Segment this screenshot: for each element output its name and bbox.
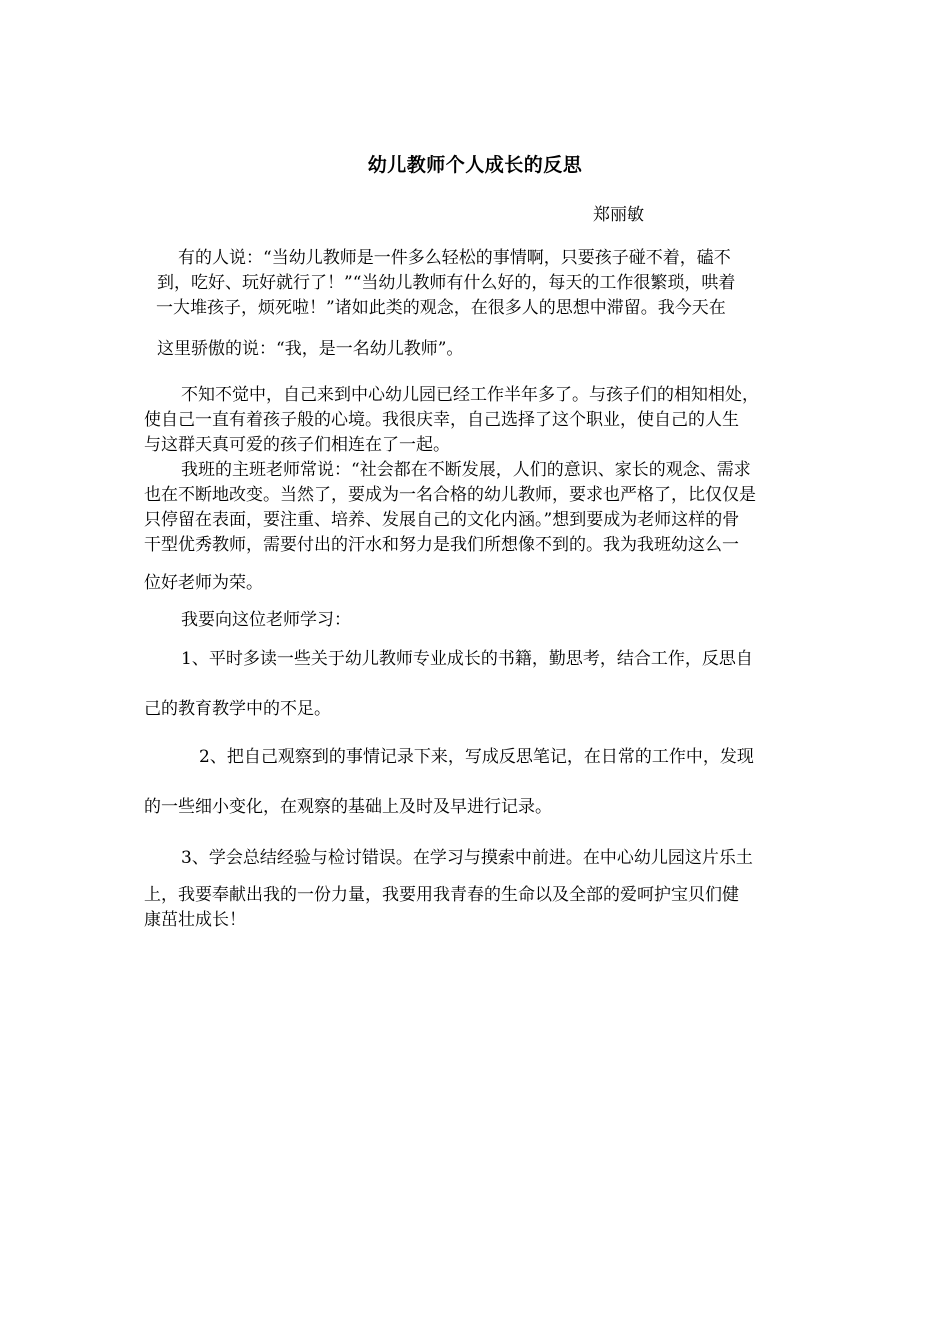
paragraph-line: 也在不断地改变。当然了，要成为一名合格的幼儿教师，要求也严格了，比仅仅是: [144, 485, 756, 505]
paragraph-line: 到，吃好、玩好就行了！”“当幼儿教师有什么好的，每天的工作很繁琐，哄着: [157, 273, 736, 293]
paragraph-line: 与这群天真可爱的孩子们相连在了一起。: [144, 435, 450, 455]
author-name: 郑丽敏: [593, 205, 644, 225]
paragraph-line: 我班的主班老师常说：“社会都在不断发展，人们的意识、家长的观念、需求: [181, 460, 751, 480]
list-item-line: 己的教育教学中的不足。: [144, 699, 331, 719]
paragraph-line: 我要向这位老师学习：: [181, 610, 351, 630]
list-item-line: 3、学会总结经验与检讨错误。在学习与摸索中前进。在中心幼儿园这片乐土: [181, 848, 753, 868]
paragraph-line: 只停留在表面，要注重、培养、发展自己的文化内涵。”想到要成为老师这样的骨: [144, 510, 740, 530]
list-item-line: 1、平时多读一些关于幼儿教师专业成长的书籍，勤思考，结合工作，反思自: [181, 649, 753, 669]
list-item-line: 上，我要奉献出我的一份力量，我要用我青春的生命以及全部的爱呵护宝贝们健: [144, 885, 739, 905]
paragraph-line: 使自己一直有着孩子般的心境。我很庆幸，自己选择了这个职业，使自己的人生: [144, 410, 739, 430]
list-item-line: 的一些细小变化，在观察的基础上及时及早进行记录。: [144, 797, 552, 817]
list-item-line: 康茁壮成长！: [144, 910, 246, 930]
document-title: 幼儿教师个人成长的反思: [367, 154, 583, 176]
paragraph-line: 这里骄傲的说：“我，是一名幼儿教师”。: [157, 339, 464, 359]
paragraph-line: 不知不觉中，自己来到中心幼儿园已经工作半年多了。与孩子们的相知相处，: [181, 385, 759, 405]
paragraph-line: 位好老师为荣。: [144, 573, 263, 593]
paragraph-line: 一大堆孩子，烦死啦！”诸如此类的观念，在很多人的思想中滞留。我今天在: [156, 298, 726, 318]
paragraph-line: 有的人说：“当幼儿教师是一件多么轻松的事情啊，只要孩子碰不着，磕不: [178, 248, 731, 268]
paragraph-line: 干型优秀教师，需要付出的汗水和努力是我们所想像不到的。我为我班幼这么一: [144, 535, 739, 555]
list-item-line: 2、把自己观察到的事情记录下来，写成反思笔记，在日常的工作中，发现: [199, 747, 754, 767]
